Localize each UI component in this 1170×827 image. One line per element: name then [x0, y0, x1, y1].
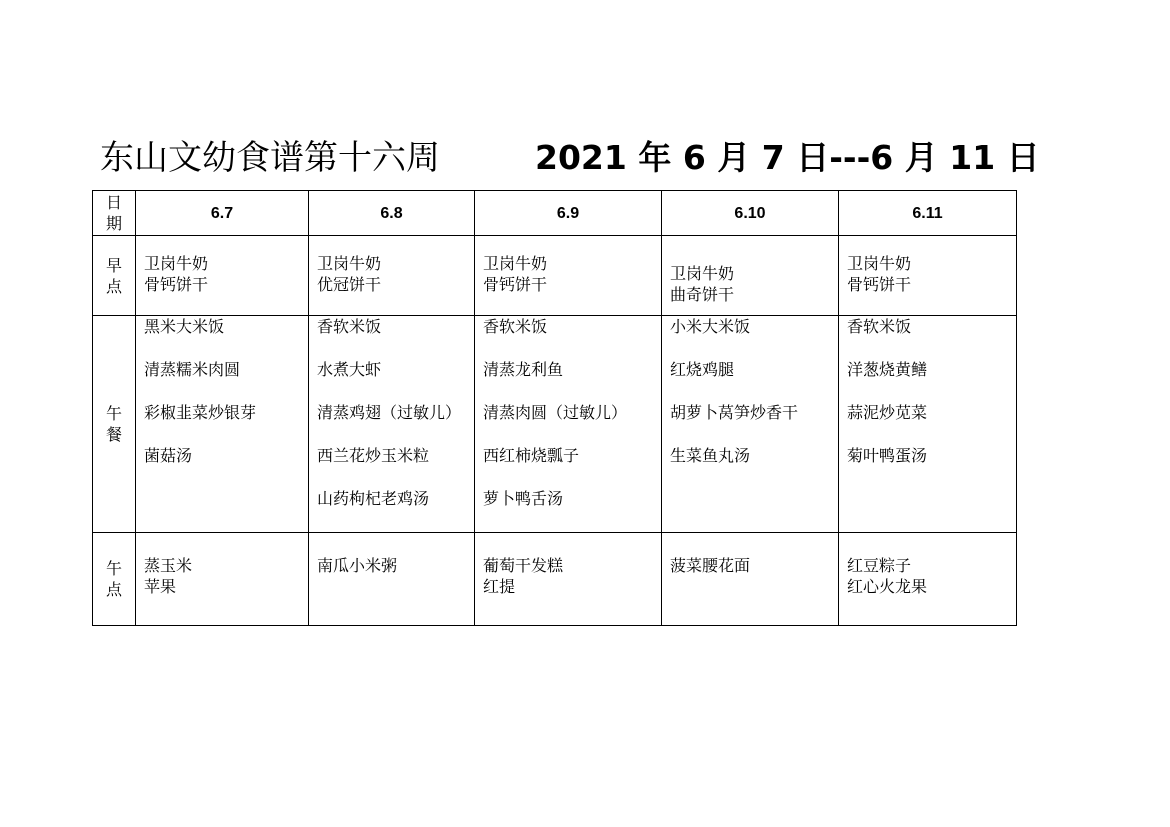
menu-item: 彩椒韭菜炒银芽	[144, 403, 257, 422]
menu-item: 菊叶鸭蛋汤	[847, 446, 928, 465]
menu-item: 生菜鱼丸汤	[670, 446, 751, 465]
breakfast-cell	[662, 236, 839, 316]
row-head-lunch: 午 餐	[93, 316, 136, 533]
date-row	[93, 191, 1017, 236]
snack-cell	[839, 533, 1017, 626]
menu-item: 红提	[483, 577, 516, 596]
date-range: 2021 年 6 月 7 日---6 月 11 日	[535, 138, 1040, 177]
menu-item: 南瓜小米粥	[317, 556, 398, 575]
menu-item: 香软米饭	[847, 317, 912, 336]
menu-item: 卫岗牛奶	[144, 254, 209, 273]
menu-item: 卫岗牛奶	[483, 254, 548, 273]
menu-item: 曲奇饼干	[670, 285, 735, 304]
weekly-menu-table	[92, 190, 1017, 626]
menu-item: 香软米饭	[483, 317, 548, 336]
date-cell: 6.7	[136, 191, 309, 236]
menu-item: 苹果	[144, 577, 177, 596]
menu-item: 洋葱烧黄鳝	[847, 360, 928, 379]
snack-cell	[475, 533, 662, 626]
row-head-snack: 午 点	[93, 533, 136, 626]
menu-item: 香软米饭	[317, 317, 382, 336]
row-head-date: 日 期	[93, 191, 136, 236]
breakfast-cell	[136, 236, 309, 316]
snack-cell	[662, 533, 839, 626]
menu-item: 小米大米饭	[670, 317, 751, 336]
menu-item: 黑米大米饭	[144, 317, 225, 336]
menu-item: 红心火龙果	[847, 577, 928, 596]
menu-item: 骨钙饼干	[483, 275, 548, 294]
menu-item: 西红柿烧瓢子	[483, 446, 580, 465]
menu-item: 菌菇汤	[144, 446, 193, 465]
breakfast-cell	[475, 236, 662, 316]
menu-item: 骨钙饼干	[144, 275, 209, 294]
menu-item: 蒸玉米	[144, 556, 193, 575]
page-header	[100, 138, 1040, 182]
menu-item: 清蒸鸡翅（过敏儿）	[317, 403, 462, 422]
date-cell: 6.8	[309, 191, 475, 236]
row-head-breakfast: 早 点	[93, 236, 136, 316]
lunch-cell	[662, 316, 839, 533]
lunch-row	[93, 316, 1017, 533]
menu-item: 骨钙饼干	[847, 275, 912, 294]
menu-item: 卫岗牛奶	[317, 254, 382, 273]
date-cell: 6.9	[475, 191, 662, 236]
snack-row	[93, 533, 1017, 626]
menu-item: 胡萝卜莴笋炒香干	[670, 403, 799, 422]
snack-cell	[136, 533, 309, 626]
menu-item: 清蒸糯米肉圆	[144, 360, 241, 379]
lunch-cell	[136, 316, 309, 533]
breakfast-cell	[309, 236, 475, 316]
menu-item: 红豆粽子	[847, 556, 912, 575]
menu-item: 卫岗牛奶	[670, 264, 735, 283]
menu-item: 菠菜腰花面	[670, 556, 751, 575]
date-cell: 6.11	[839, 191, 1017, 236]
snack-cell	[309, 533, 475, 626]
menu-item: 优冠饼干	[317, 275, 382, 294]
menu-item: 红烧鸡腿	[670, 360, 735, 379]
lunch-cell	[309, 316, 475, 533]
menu-item: 葡萄干发糕	[483, 556, 564, 575]
lunch-cell	[839, 316, 1017, 533]
menu-item: 卫岗牛奶	[847, 254, 912, 273]
breakfast-cell	[839, 236, 1017, 316]
menu-title: 东山文幼食谱第十六周	[100, 138, 440, 178]
date-cell: 6.10	[662, 191, 839, 236]
menu-item: 水煮大虾	[317, 360, 382, 379]
menu-item: 山药枸杞老鸡汤	[317, 489, 430, 508]
menu-item: 清蒸肉圆（过敏儿）	[483, 403, 628, 422]
menu-item: 蒜泥炒苋菜	[847, 403, 928, 422]
menu-item: 萝卜鸭舌汤	[483, 489, 564, 508]
menu-item: 西兰花炒玉米粒	[317, 446, 430, 465]
lunch-cell	[475, 316, 662, 533]
breakfast-row	[93, 236, 1017, 316]
menu-item: 清蒸龙利鱼	[483, 360, 564, 379]
